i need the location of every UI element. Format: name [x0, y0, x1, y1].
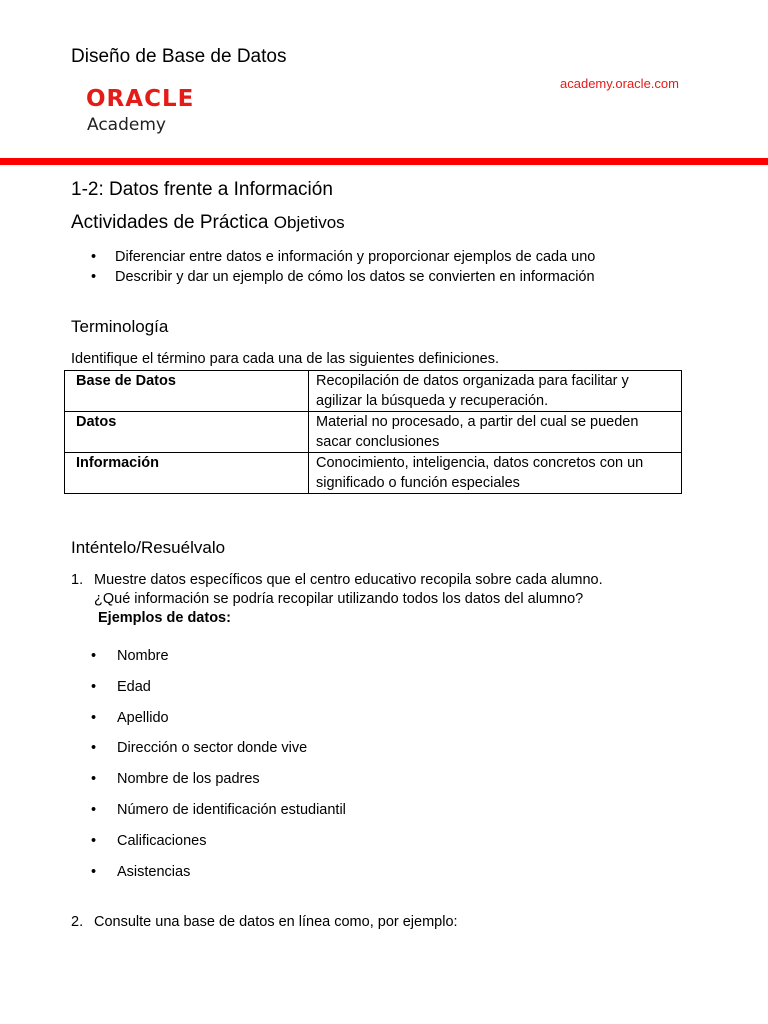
question-number: 1.	[71, 572, 84, 588]
terminology-heading: Terminología	[71, 317, 169, 336]
objectives-label: Objetivos	[273, 213, 345, 232]
table-row	[65, 412, 682, 453]
bullet-icon: •	[91, 268, 97, 285]
bullet-icon: •	[91, 801, 97, 818]
terminology-instructions: Identifique el término para cada una de las siguientes definiciones.	[71, 351, 500, 367]
bullet-icon: •	[91, 709, 97, 726]
objectives-list	[91, 248, 731, 287]
academy-link[interactable]: academy.oracle.com	[560, 76, 679, 91]
definition-cell: Material no procesado, a partir del cual se pueden sacar conclusiones	[309, 412, 682, 453]
list-item	[91, 800, 591, 831]
example-text: Calificaciones	[117, 832, 207, 849]
list-item	[91, 831, 591, 862]
question-2	[71, 913, 458, 932]
data-examples-list	[91, 646, 591, 892]
term-cell: Base de Datos	[65, 371, 309, 412]
bullet-icon: •	[91, 863, 97, 880]
oracle-logo-wordmark: ORACLE	[86, 86, 195, 112]
bullet-icon: •	[91, 678, 97, 695]
list-item	[91, 862, 591, 893]
practice-heading	[71, 211, 345, 235]
header-divider-bar	[0, 158, 768, 165]
question-text-line: Muestre datos específicos que el centro educativo recopila sobre cada alumno.	[94, 572, 603, 588]
bullet-icon: •	[91, 249, 97, 265]
definition-cell: Recopilación de datos organizada para facilitar y agilizar la búsqueda y recuperación.	[309, 371, 682, 412]
question-body	[94, 571, 711, 628]
document-title: Diseño de Base de Datos	[71, 46, 287, 67]
terminology-table	[64, 370, 682, 494]
examples-label: Ejemplos de datos:	[98, 610, 231, 626]
list-item	[91, 708, 591, 739]
example-text: Dirección o sector donde vive	[117, 740, 308, 757]
term-cell: Datos	[65, 412, 309, 453]
oracle-academy-logo	[86, 86, 226, 138]
list-item	[91, 769, 591, 800]
question-text-line: ¿Qué información se podría recopilar utilizando todos los datos del alumno?	[94, 591, 584, 607]
practice-label: Actividades de Práctica	[71, 212, 269, 233]
definition-cell: Conocimiento, inteligencia, datos concretos con un significado o función especiales	[309, 453, 682, 494]
academy-logo-text: Academy	[87, 115, 166, 135]
objective-item	[91, 268, 731, 288]
objective-item	[91, 248, 731, 268]
table-row	[65, 453, 682, 494]
example-text: Número de identificación estudiantil	[117, 801, 346, 818]
lesson-title: 1-2: Datos frente a Información	[71, 179, 333, 200]
example-text: Apellido	[117, 709, 169, 726]
example-text: Nombre	[117, 648, 169, 664]
question-number: 2.	[71, 914, 84, 930]
example-text: Edad	[117, 678, 151, 695]
term-cell: Información	[65, 453, 309, 494]
list-item	[91, 677, 591, 708]
example-text: Asistencias	[117, 863, 191, 880]
question-1	[71, 571, 711, 628]
list-item	[91, 738, 591, 769]
question-text: Consulte una base de datos en línea como, por ejemplo:	[94, 914, 458, 930]
table-row	[65, 371, 682, 412]
bullet-icon: •	[91, 648, 97, 664]
try-it-heading: Inténtelo/Resuélvalo	[71, 538, 226, 557]
list-item	[91, 646, 591, 677]
bullet-icon: •	[91, 771, 97, 788]
example-text: Nombre de los padres	[117, 771, 260, 788]
bullet-icon: •	[91, 740, 97, 757]
objective-text: Describir y dar un ejemplo de cómo los datos se convierten en información	[115, 268, 595, 285]
objective-text: Diferenciar entre datos e información y proporcionar ejemplos de cada uno	[115, 249, 596, 265]
bullet-icon: •	[91, 832, 97, 849]
